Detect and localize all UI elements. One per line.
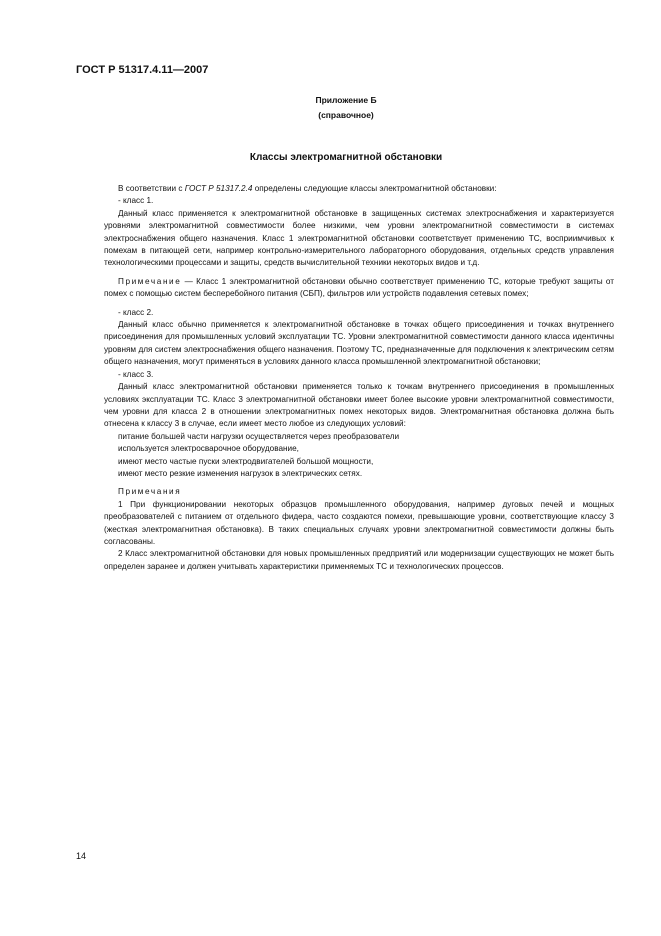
class2-label: - класс 2.	[118, 307, 154, 317]
note-item: 1 При функционировании некоторых образцов промышленного оборудования, например дуговых печей и мощных преобразователей с питанием от отдельного фидера, часто создаются помехи, превышающие уровни, соответствующие классу 3 (жесткая электромагнитная обстановка). В таких специальных случаях уровни электромагнитной совместимости должны быть согласованы.	[104, 499, 614, 546]
document-body	[104, 183, 614, 573]
class1-description: Данный класс применяется к электромагнитной обстановке в защищенных системах электроснабжения и характеризуется уровнями электромагнитной совместимости более низкими, чем уровни электромагнитной совместимости в системах электроснабжения общего назначения. Класс 1 электромагнитной обстановки соответствует применению ТС, восприимчивых к помехам в питающей сети, например контрольно-измерительного лабораторного оборудования, отдельных средств управления технологическими процессами и защиты, средств вычислительной техники некоторых видов и т.д.	[104, 208, 614, 268]
condition-item: имеют место частые пуски электродвигателей большой мощности,	[118, 456, 374, 466]
class2-description: Данный класс обычно применяется к электромагнитной обстановке в точках общего присоединения и точках внутреннего присоединения для промышленных условий эксплуатации ТС. Уровни электромагнитной совместимости данного класса идентичны уровням для систем электроснабжения общего назначения. Поэтому ТС, предназначенные для подключения к электрическим сетям общего назначения, могут применяться в условиях данного класса промышленной электромагнитной обстановки;	[104, 320, 614, 367]
condition-item: питание большей части нагрузки осуществляется через преобразователи	[118, 431, 400, 441]
appendix-type: (справочное)	[318, 110, 374, 120]
page-title: Классы электромагнитной обстановки	[249, 152, 443, 163]
class1-note: Примечание — Класс 1 электромагнитной обстановки обычно соответствует применению ТС, которые требуют защиты от помех с помощью систем бесперебойного питания (СБП), фильтров или устройств подавления сетевых помех;	[104, 276, 614, 299]
note-item: 2 Класс электромагнитной обстановки для новых промышленных предприятий или модернизации существующих не может быть определен заранее и должен учитывать характеристики применяемых ТС и технологических процессов.	[104, 549, 614, 571]
class1-label: - класс 1.	[118, 196, 154, 206]
document-header: ГОСТ Р 51317.4.11—2007	[76, 64, 209, 76]
standard-reference: ГОСТ Р 51317.2.4	[184, 184, 253, 193]
class3-description: Данный класс электромагнитной обстановки применяется только к точкам внутреннего присоединения в промышленных условиях эксплуатации ТС. Класс 3 электромагнитной обстановки имеет более высокие уровни электромагнитной совместимости, чем уровни для класса 2 в отношении электромагнитных помех некоторых видов. Электромагнитная обстановка должна быть отнесена к классу 3 в случае, если имеет место любое из следующих условий:	[104, 382, 614, 429]
appendix-label: Приложение Б	[315, 95, 377, 105]
condition-item: используется электросварочное оборудование,	[118, 444, 299, 454]
class3-label: - класс 3.	[118, 369, 154, 379]
intro-paragraph: В соответствии с ГОСТ Р 51317.2.4 определены следующие классы электромагнитной обстановки:	[118, 184, 497, 193]
condition-item: имеют место резкие изменения нагрузок в электрических сетях.	[118, 468, 363, 478]
page-number: 14	[76, 851, 87, 861]
note-label: Примечание	[118, 276, 182, 286]
appendix-heading	[76, 93, 616, 123]
notes-heading: Примечания	[118, 487, 182, 497]
